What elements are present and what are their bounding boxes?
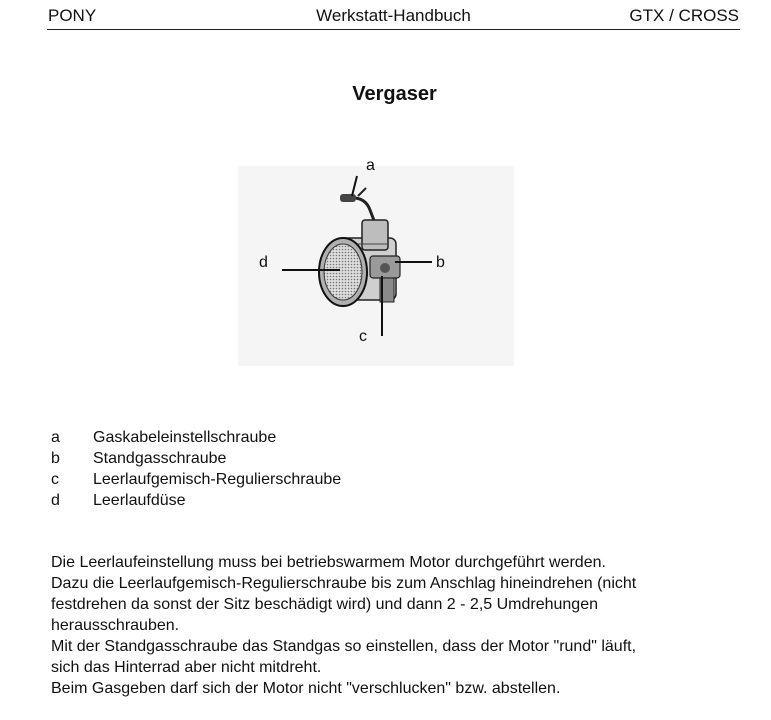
- legend-text: Gaskabeleinstellschraube: [93, 429, 277, 446]
- paragraph-line: herausschrauben.: [51, 617, 180, 634]
- legend-text: Leerlaufgemisch-Regulierschraube: [93, 471, 342, 488]
- header-manual-title: Werkstatt-Handbuch: [316, 6, 471, 25]
- air-filter-part: [319, 238, 367, 306]
- page-title: Vergaser: [352, 83, 437, 105]
- paragraph-line: Die Leerlaufeinstellung muss bei betriebswarmem Motor durchgeführt werden.: [51, 554, 606, 571]
- legend-item: [51, 469, 341, 490]
- carburetor-diagram: [230, 158, 520, 368]
- legend-key: c: [51, 471, 59, 488]
- legend-item: [51, 448, 341, 469]
- paragraph-line: Dazu die Leerlaufgemisch-Regulierschraube bis zum Anschlag hineindrehen (nicht: [51, 575, 637, 592]
- instructions-paragraph: [51, 552, 751, 699]
- callout-d: d: [259, 254, 268, 271]
- header-divider: [47, 29, 740, 30]
- legend-item: [51, 490, 341, 511]
- legend-key: d: [51, 492, 60, 509]
- legend-text: Standgasschraube: [93, 450, 227, 467]
- parts-legend: [51, 427, 341, 511]
- header-model: GTX / CROSS: [629, 6, 739, 25]
- page-header: [48, 6, 739, 28]
- paragraph-line: Beim Gasgeben darf sich der Motor nicht "verschlucken" bzw. abstellen.: [51, 680, 561, 697]
- paragraph-line: sich das Hinterrad aber nicht mitdreht.: [51, 659, 322, 676]
- paragraph-line: Mit der Standgasschraube das Standgas so einstellen, dass der Motor "rund" läuft,: [51, 638, 637, 655]
- legend-text: Leerlaufdüse: [93, 492, 186, 509]
- carburetor-figure: [230, 158, 520, 368]
- legend-item: [51, 427, 341, 448]
- paragraph-line: festdrehen da sonst der Sitz beschädigt wird) und dann 2 - 2,5 Umdrehungen: [51, 596, 598, 613]
- callout-b: b: [436, 254, 445, 271]
- callout-c: c: [359, 328, 367, 345]
- callout-a: a: [366, 158, 375, 174]
- legend-key: b: [51, 450, 60, 467]
- header-brand: PONY: [48, 6, 97, 25]
- legend-key: a: [51, 429, 60, 446]
